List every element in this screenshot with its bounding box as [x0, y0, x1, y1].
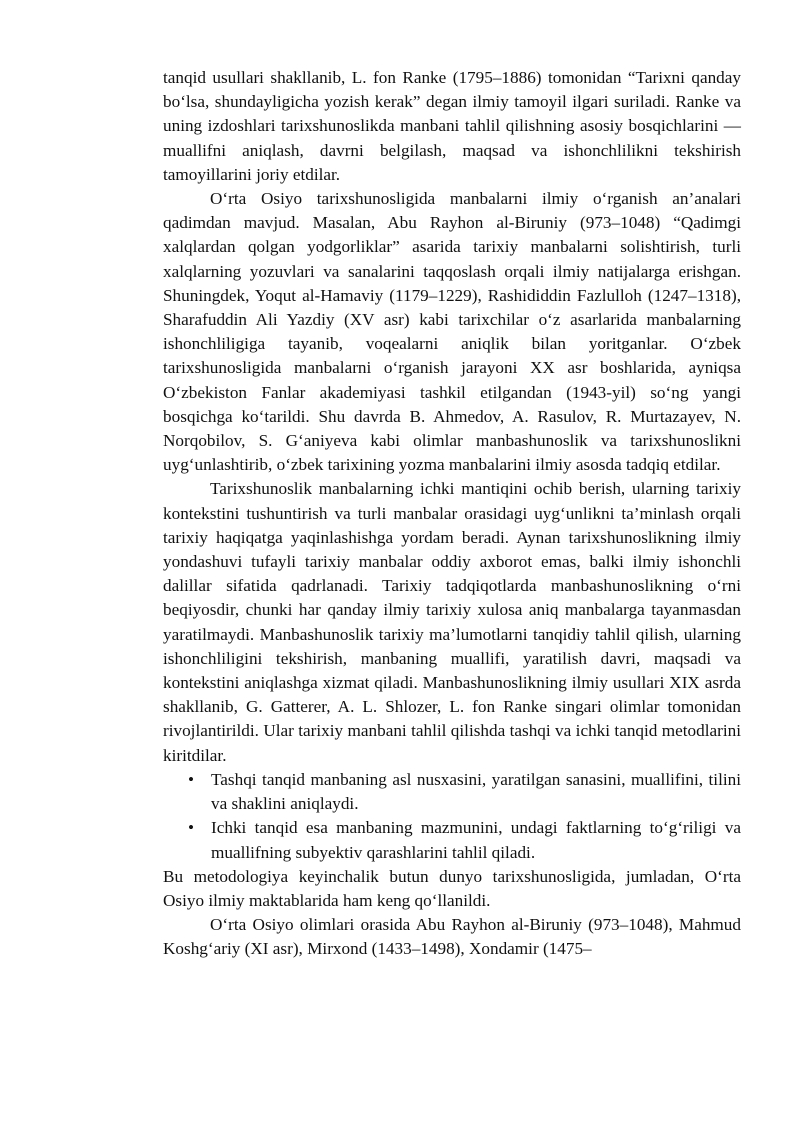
document-page	[163, 66, 741, 962]
paragraph-ranke: tanqid usullari shakllanib, L. fon Ranke (1795–1886) tomonidan “Tarixni qanday bo‘lsa, shundayligicha yozish kerak” degan ilmiy tamoyil ilgari suriladi. Ranke va uning izdoshlari tarixshunoslikda manbani tahlil qilishning asosiy bosqichlarini — muallifni aniqlash, davrni belgilash, maqsad va ishonchlilikni tekshirish tamoyillarini joriy etdilar.	[163, 68, 741, 184]
list-item-external-criticism	[163, 768, 741, 816]
paragraph-historiography-role: Tarixshunoslik manbalarning ichki mantiqini ochib berish, ularning tarixiy kontekstini tushuntirish va turli manbalar orasidagi uyg‘unlikni ta’minlash orqali tarixiy haqiqatga yaqinlashishga yordam beradi. Aynan tarixshunoslikning ilmiy yondashuvi tufayli tarixiy manbalar oddiy axborot emas, balki ilmiy ishonchli dalillar sifatida qadrlanadi. Tarixiy tadqiqotlarda manbashunoslikning o‘rni beqiyosdir, chunki har qanday ilmiy tarixiy xulosa aniq manbalarga tayanmasdan yaratilmaydi. Manbashunoslik tarixiy ma’lumotlarni tanqidiy tahlil qilish, ularning ishonchliligini tekshirish, manbaning muallifi, yaratilish davri, maqsadi va kontekstini aniqlashga xizmat qiladi. Manbashunoslikning ilmiy usullari XIX asrda shakllanib, G. Gatterer, A. L. Shlozer, L. fon Ranke singari olimlar tomonidan rivojlantirildi. Ular tarixiy manbani tahlil qilishda tashqi va ichki tanqid metodlarini kiritdilar.	[163, 479, 741, 765]
list-item-text: Tashqi tanqid manbaning asl nusxasini, yaratilgan sanasini, muallifini, tilini va shaklini aniqlaydi.	[211, 769, 741, 814]
bullet-icon: •	[188, 769, 195, 789]
paragraph-central-asian-scholars: O‘rta Osiyo olimlari orasida Abu Rayhon al-Biruniy (973–1048), Mahmud Koshg‘ariy (XI asr), Mirxond (1433–1498), Xondamir (1475–	[163, 915, 741, 959]
list-item-internal-criticism	[163, 816, 741, 864]
criticism-methods-list	[163, 768, 741, 865]
list-item-text: Ichki tanqid esa manbaning mazmunini, undagi faktlarning to‘g‘riligi va muallifning subyektiv qarashlarini tahlil qiladi.	[211, 818, 741, 862]
paragraph-methodology: Bu metodologiya keyinchalik butun dunyo tarixshunosligida, jumladan, O‘rta Osiyo ilmiy maktablarida ham keng qo‘llanildi.	[163, 866, 741, 910]
bullet-icon: •	[188, 818, 195, 838]
paragraph-central-asia-historiography: O‘rta Osiyo tarixshunosligida manbalarni ilmiy o‘rganish an’analari qadimdan mavjud. Masalan, Abu Rayhon al-Biruniy (973–1048) “Qadimgi xalqlardan qolgan yodgorliklar” asarida tarixiy manbalarni solishtirish, turli xalqlarning yozuvlari va sanalarini taqqoslash orqali ilmiy natijalarga erishgan. Shuningdek, Yoqut al-Hamaviy (1179–1229), Rashididdin Fazlulloh (1247–1318), Sharafuddin Ali Yazdiy (XV asr) kabi tarixchilar o‘z asarlarida manbalarning ishonchliligiga tayanib, voqealarni aniqlik bilan yoritganlar. O‘zbek tarixshunosligida manbalarni o‘rganish jarayoni XX asr boshlarida, ayniqsa O‘zbekiston Fanlar akademiyasi tashkil etilgandan (1943-yil) so‘ng yangi bosqichga ko‘tarildi. Shu davrda B. Ahmedov, A. Rasulov, R. Murtazayev, N. Norqobilov, S. G‘aniyeva kabi olimlar manbashunoslik va tarixshunoslikni uyg‘unlashtirib, o‘zbek tarixining yozma manbalarini ilmiy asosda tadqiq etdilar.	[163, 189, 741, 475]
